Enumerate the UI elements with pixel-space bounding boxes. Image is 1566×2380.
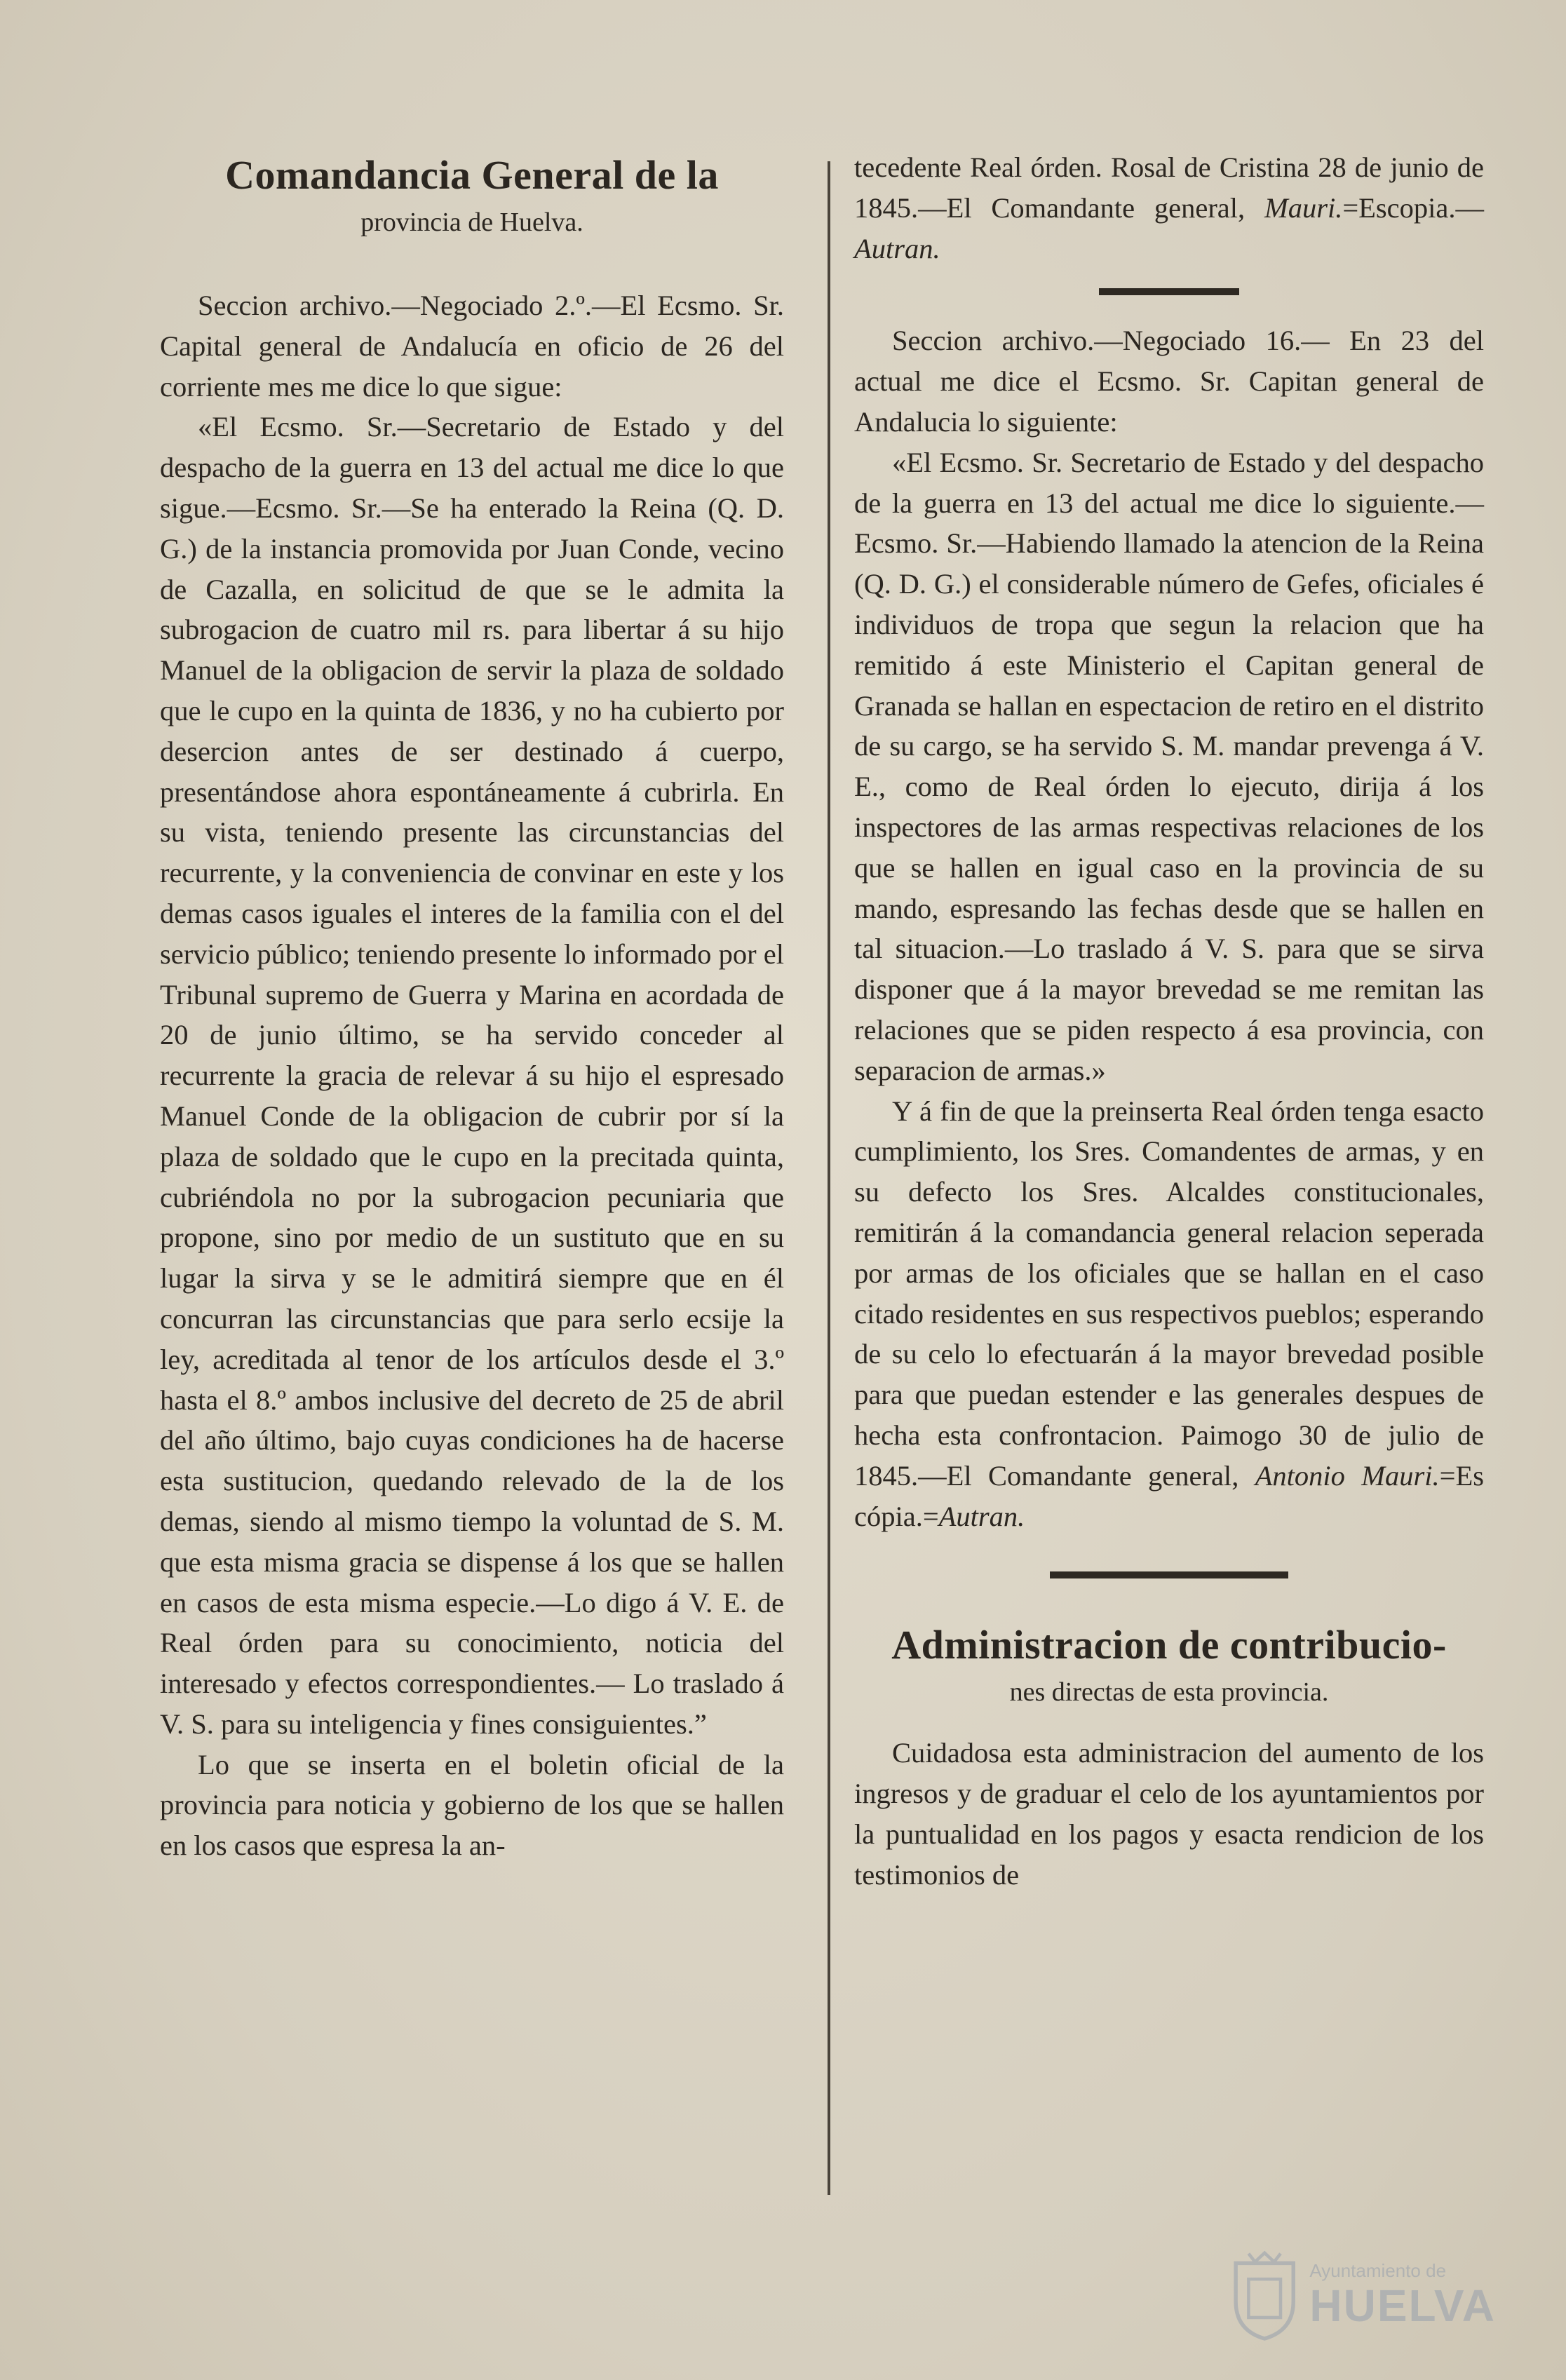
watermark-logo bbox=[1229, 2243, 1496, 2348]
signature-copyist-2: Autran. bbox=[938, 1500, 1025, 1532]
watermark-small-text: Ayuntamiento de bbox=[1309, 2260, 1447, 2281]
separator-bar bbox=[1099, 288, 1239, 295]
paragraph-6-text: Y á fin de que la preinserta Real órden tenga esacto cumplimiento, los Sres. Comandentes de armas, y en su defecto los Sres. Alcaldes constitucionales, remitirán á la comandancia general relacion seperada por armas de los oficiales que se hallan en el caso citado residentes en sus respectivos pueblos; esperando de su celo lo efectuarán á la mayor brevedad posible para que puedan estender e las generales despues de hecha esta confrontacion. Paimogo 30 de julio de 1845.—El Comandante general, bbox=[854, 1095, 1484, 1492]
signature-copy: =Escopia.— bbox=[1342, 191, 1484, 224]
paragraph-continuation bbox=[854, 147, 1484, 269]
paragraph-1: Seccion archivo.—Negociado 2.º.—El Ecsmo. Sr. Capital general de Andalucía en oficio de 26 del corriente mes me dice lo que sigue: bbox=[160, 290, 784, 403]
signature-name-2: Antonio Mauri. bbox=[1255, 1459, 1440, 1492]
paragraph-2: «El Ecsmo. Sr.—Secretario de Estado y del despacho de la guerra en 13 del actual me dice lo que sigue.—Ecsmo. Sr.—Se ha enterado la Reina (Q. D. G.) de la instancia promovida por Juan Conde, vecino de Cazalla, en solicitud de que se le admita la subrogacion de cuatro mil rs. para libertar á su hijo Manuel de la obligacion de servir la plaza de soldado que le cupo en la quinta de 1836, y no ha cubierto por desercion antes de ser destinado á cuerpo, presentándose ahora espontáneamente á cubrirla. En su vista, teniendo presente las circunstancias del recurrente, y la conveniencia de convinar en este y los demas casos iguales el interes de la familia con el del servicio público; teniendo presente lo informado por el Tribunal supremo de Guerra y Marina en acordada de 20 de junio último, se ha servido conceder al recurrente la gracia de relevar á su hijo el espresado Manuel Conde de la obligacion de cubrir por sí la plaza de soldado que le cupo en la precitada quinta, cubriéndola no por la subrogacion pecuniaria que propone, sino por medio de un sustituto que en su lugar la sirva y se le admitirá siempre que en él concurran las circunstancias que para serlo ecsije la ley, acreditada al tenor de los artículos desde el 3.º hasta el 8.º ambos inclusive del decreto de 25 de abril del año último, bajo cuyas condiciones ha de hacerse esta sustitucion, quedando relevado de la de los demas, siendo al mismo tiempo la voluntad de S. M. que esta misma gracia se dispense á los que se hallen en casos de esta misma especie.—Lo digo á V. E. de Real órden para su conocimiento, noticia del interesado y efectos correspondientes.— Lo traslado á V. S. para su inteligencia y fines consiguientes.” bbox=[160, 411, 784, 1740]
left-column bbox=[160, 151, 784, 1866]
watermark-big-text: HUELVA bbox=[1309, 2280, 1496, 2331]
separator-bar-2 bbox=[1050, 1571, 1288, 1578]
watermark-text bbox=[1309, 2260, 1496, 2330]
paragraph-7: Cuidadosa esta administracion del aumento de los ingresos y de graduar el celo de los ayuntamientos por la puntualidad en los pagos y esacta rendicion de los testimonios de bbox=[854, 1737, 1484, 1891]
column-divider bbox=[828, 161, 830, 2195]
section-subtitle-administracion: nes directas de esta provincia. bbox=[1009, 1677, 1329, 1708]
section-title-administracion: Administracion de contribucio- bbox=[891, 1622, 1447, 1668]
paragraph-6 bbox=[854, 1091, 1484, 1537]
right-column bbox=[854, 147, 1484, 1895]
paragraph-3: Lo que se inserta en el boletin oficial de la provincia para noticia y gobierno de los que se hallen en los casos que espresa la an- bbox=[160, 1748, 784, 1862]
section-subtitle-comandancia: provincia de Huelva. bbox=[360, 208, 583, 237]
paragraph-4: Seccion archivo.—Negociado 16.— En 23 del actual me dice el Ecsmo. Sr. Capitan general de Andalucia lo siguiente: bbox=[854, 325, 1484, 438]
signature-copyist: Autran. bbox=[854, 232, 940, 264]
signature-copy-2: =Es cópia.= bbox=[854, 1459, 1485, 1532]
signature-name: Mauri. bbox=[1264, 191, 1343, 224]
coat-of-arms-icon bbox=[1229, 2246, 1300, 2344]
continuation-text: tecedente Real órden. Rosal de Cristina 28 de junio de 1845.—El Comandante general, bbox=[854, 151, 1484, 224]
paragraph-5: «El Ecsmo. Sr. Secretario de Estado y del despacho de la guerra en 13 del actual me dice lo siguiente.—Ecsmo. Sr.—Habiendo llamado la atencion de la Reina (Q. D. G.) el considerable número de Gefes, oficiales é individuos de tropa que segun la relacion que ha remitido á este Ministerio el Capitan general de Granada se hallan en espectacion de retiro en el distrito de su cargo, se ha servido S. M. mandar prevenga á V. E., como de Real órden lo ejecuto, dirija á los inspectores de las armas respectivas relaciones de los que se hallen en igual caso en la provincia de su mando, espresando las fechas desde que se hallen en tal situacion.—Lo traslado á V. S. para que se sirva disponer que á la mayor brevedad se me remitan las relaciones que se piden respecto á esa provincia, con separacion de armas.» bbox=[854, 446, 1484, 1086]
section-title-comandancia: Comandancia General de la bbox=[225, 152, 719, 198]
